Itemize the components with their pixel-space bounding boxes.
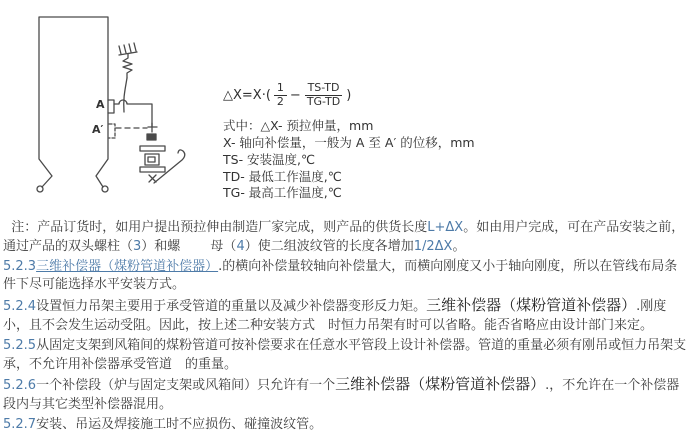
section-5-2-3 <box>3 258 690 296</box>
section-527-text: 安装、吊运及焊接施工时不应损伤、碰撞波纹管。 <box>36 416 323 432</box>
legend-item-td: TD- 最低工作温度,℃ <box>223 168 342 184</box>
legend-item-tg: TG- 最高工作温度,℃ <box>223 185 342 201</box>
section-number-523: 5.2.3 <box>3 258 37 274</box>
label-a-prime: A′ <box>92 123 104 136</box>
bellows-bottom-flange <box>140 167 165 172</box>
pre-stretch-formula-block <box>223 82 643 202</box>
section-number-526: 5.2.6 <box>3 378 37 394</box>
note-text-4: ）使二组波纹管的长度各增加 <box>244 238 414 254</box>
value-3: 3 <box>133 238 142 254</box>
formula <box>223 82 643 108</box>
body-text <box>3 219 690 436</box>
value-l-plus-dx: L+ΔX <box>427 220 464 235</box>
note-text-1: 注：产品订货时，如用户提出预拉伸由制造厂家完成，则产品的供货长度 <box>3 220 428 235</box>
bracket-a-prime <box>109 124 115 138</box>
section-number-527: 5.2.7 <box>3 416 37 432</box>
section-525-text: 从固定支架到风箱间的煤粉管道可按补偿要求在任意水平管段上设计补偿器。管道的重量必须有刚吊或恒力吊架支承，不允许用补偿器承受管道 的重量。 <box>3 337 687 372</box>
vessel-right-foot <box>102 186 108 192</box>
note-text-5: 。 <box>452 238 466 254</box>
bracket-a <box>108 100 114 113</box>
legend-item-dx: 式中：△X- 预拉伸量，mm <box>223 118 374 134</box>
pipe-line <box>114 100 152 127</box>
compensator-installation-diagram <box>6 6 218 216</box>
section-5-2-4 <box>3 296 690 336</box>
compensator-term-bold-2: 三维补偿器（煤粉管道补偿器） <box>335 375 546 394</box>
compensator-term-link[interactable]: 三维补偿器（煤粉管道补偿器） <box>36 258 219 274</box>
vessel-left-foot <box>37 186 43 192</box>
bellows-bottom-x <box>149 175 156 182</box>
label-a: A <box>96 98 105 111</box>
value-half-dx: 1/2ΔX <box>413 238 453 254</box>
section-524-text-1: 设置恒力吊架主要用于承受管道的重量以及减少补偿器变形反力矩。 <box>36 299 427 315</box>
section-number-524: 5.2.4 <box>3 299 37 315</box>
section-526-text-1: 一个补偿段（炉与固定支架或风箱间）只允许有一个 <box>36 378 336 394</box>
value-4: 4 <box>236 238 245 254</box>
bellows-top-block <box>147 134 156 140</box>
legend-item-ts: TS- 安装温度,℃ <box>223 151 316 167</box>
section-523-text: .的横向补偿量较轴向补偿量大，而横向刚度又小于轴向刚度，所以在管线布局条件下尽可能选择水平安装方式。 <box>3 258 678 293</box>
compensator-term-bold: 三维补偿器（煤粉管道补偿器） <box>426 296 637 315</box>
hanger-anchor-icon <box>119 43 137 55</box>
formula-legend <box>223 118 643 202</box>
legend-item-x: X- 轴向补偿量，一般为 A 至 A′ 的位移，mm <box>223 135 475 151</box>
section-5-2-7 <box>3 416 690 435</box>
note-paragraph <box>3 219 690 257</box>
formula-minus: − <box>289 87 301 103</box>
spring-icon <box>123 54 132 78</box>
note-text-2: 。如由用户完成，可在产品安装之前，通过产品的双头螺柱（ <box>3 220 685 254</box>
bellows-body-inner <box>148 157 155 162</box>
formula-lhs: △X=X·( <box>223 87 271 103</box>
bellows-top-flange <box>140 146 165 151</box>
tee-mark <box>148 123 157 132</box>
section-524-text-2: .刚度小，且不会发生运动受阻。因此，按上述二种安装方式 时恒力吊架有时可以省略。能否省略应由设计部门来定。 <box>3 299 667 333</box>
fraction-half: $\frac{1}{2}$ <box>274 82 287 108</box>
fraction-temperature: $\frac{TS-TD}{TG-TD}$ <box>304 82 343 108</box>
note-text-3: ）和螺 母（ <box>141 238 237 254</box>
section-526-text-2: .，不允许在一个补偿器段内与其它类型补偿器混用。 <box>3 378 680 413</box>
hanger-rod <box>124 78 127 112</box>
formula-rhs: ) <box>346 87 352 103</box>
section-number-525: 5.2.5 <box>3 337 37 353</box>
section-5-2-6 <box>3 375 690 415</box>
bellows-body <box>145 154 159 165</box>
section-5-2-5 <box>3 337 690 375</box>
